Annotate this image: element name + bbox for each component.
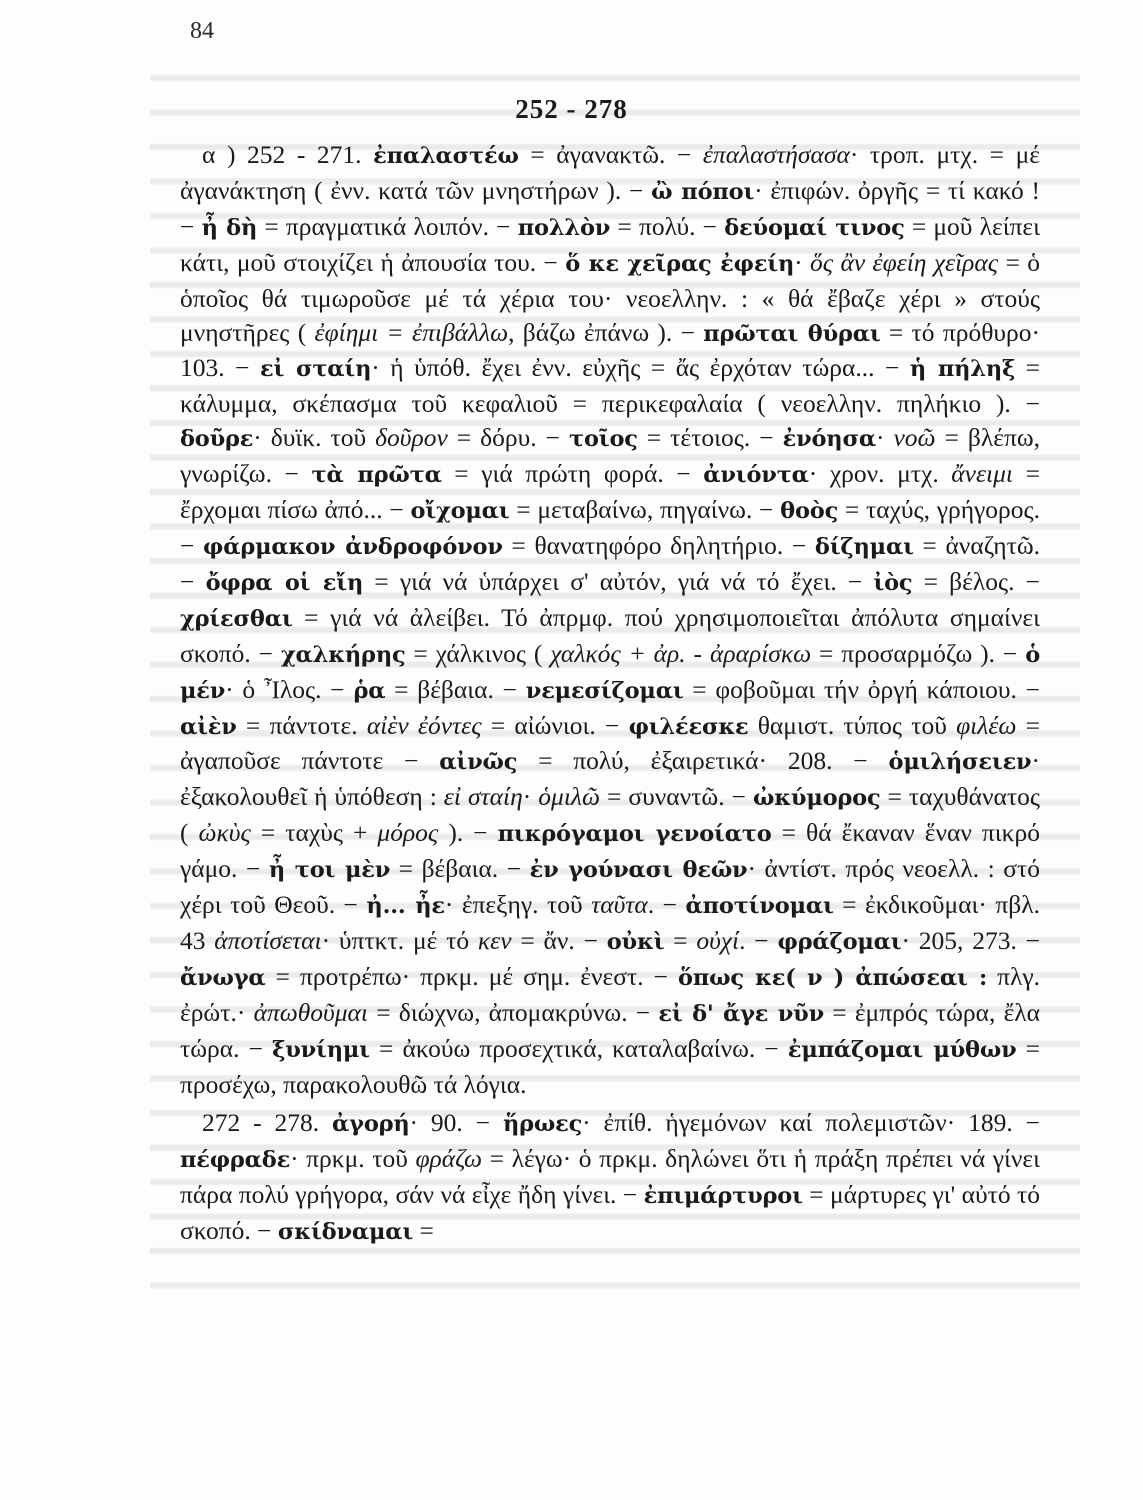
lemma-term: ὅπως κε( ν ) ἀπώσεαι :	[678, 964, 988, 991]
italic-form: χαλκός + ἀρ. - ἀραρίσκω	[550, 638, 812, 668]
gloss-text: = αἰώνιοι. −	[481, 710, 629, 740]
gloss-text: = πάντοτε.	[236, 710, 367, 740]
italic-form: δοῦρον	[375, 423, 448, 453]
lemma-term: ἐπαλαστέω	[373, 143, 519, 169]
gloss-text: = διώχνω, ἀπομακρύνω. −	[367, 997, 659, 1027]
lemma-term: ἐμπάζομαι μύθων	[787, 1036, 1017, 1063]
lemma-term: νεμεσίζομαι	[525, 677, 684, 704]
italic-form: αἰὲν ἐόντες	[366, 710, 482, 740]
gloss-text: = μοῦ λείπει κάτι, μοῦ στοιχίζει ἡ ἀπουσία του. −	[180, 211, 1040, 277]
lemma-term: ξυνίημι	[272, 1036, 370, 1063]
lemma-term: χαλκήρης	[280, 641, 406, 668]
lemma-term: πέφραδε	[180, 1147, 291, 1174]
gloss-text: = τό πρόθυρο· 103. −	[180, 317, 1041, 383]
gloss-text: = ἐκδικοῦμαι· πβλ. 43	[180, 890, 1040, 955]
lemma-term: ὄφρα οἱ εἴη	[205, 569, 364, 596]
lemma-term: εἰ δ' ἄγε νῦν	[658, 1000, 824, 1027]
italic-form: ἀπωθοῦμαι	[253, 997, 368, 1027]
lemma-term: ἦ τοι μὲν	[268, 857, 391, 884]
gloss-text: = δόρυ. −	[447, 423, 570, 453]
gloss-text: = μεταβαίνω, πηγαίνω. −	[509, 495, 781, 525]
lemma-term: ὠκύμορος	[753, 785, 881, 812]
gloss-text: = μάρτυρες γι' αὐτό τό σκοπό. −	[180, 1180, 1040, 1246]
italic-form: ὅς ἂν ἐφείη χεῖρας	[810, 247, 999, 277]
italic-form: οὐχί	[696, 925, 740, 955]
gloss-text: · ὁ Ἶλος. −	[225, 674, 354, 704]
gloss-text: = προτρέπω· πρκμ. μέ σημ. ἐνεστ. −	[265, 961, 679, 991]
lemma-term: ὁ μέν	[180, 641, 1040, 704]
lemma-term: αἰὲν	[180, 713, 237, 740]
lemma-term: οἴχομαι	[410, 498, 510, 525]
gloss-text: = γιά νά ὑπάρχει σ' αὐτόν, γιά νά τό ἔχει. −	[363, 566, 874, 596]
lemma-term: ἡ πήληξ	[909, 356, 1016, 383]
gloss-text: = ἀκούω προσεχτικά, καταλαβαίνω. −	[369, 1033, 788, 1063]
lemma-term: πολλὸν	[517, 214, 611, 241]
gloss-text: = ἀγαποῦσε πάντοτε −	[180, 710, 1040, 776]
gloss-text: · ἐξακολουθεῖ ἡ ὑπόθεση :	[180, 746, 1040, 812]
lemma-term: ῥα	[353, 677, 386, 704]
italic-form: ἐπαλαστήσασα	[702, 140, 850, 169]
gloss-text: = θά ἔκαναν ἕναν πικρό γάμο. −	[180, 818, 1040, 884]
gloss-text: = πραγματικά λοιπόν. −	[257, 211, 518, 241]
gloss-text: 272 - 278.	[202, 1108, 333, 1138]
lemma-term: ἄνωγα	[180, 964, 266, 991]
gloss-text: · τροπ. μτχ. = μέ ἀγανάκτηση ( ἐνν. κατά τῶν μνηστήρων ). −	[180, 140, 1040, 205]
gloss-text: = ἄν. −	[511, 925, 607, 955]
gloss-text: = ἀναζητῶ. −	[180, 530, 1041, 596]
italic-form: νοῶ	[893, 423, 936, 453]
lemma-term: δεύομαί τινος	[724, 214, 905, 241]
italic-form: ἀποτίσεται	[214, 925, 322, 955]
gloss-text: · ἐπεξηγ. τοῦ	[444, 890, 592, 920]
gloss-text: ·	[875, 423, 894, 453]
gloss-text: =	[413, 1216, 434, 1246]
gloss-text: = γιά πρώτη φορά. −	[441, 459, 704, 489]
lemma-term: ὅ κε χεῖρας ἐφείη	[565, 250, 795, 277]
italic-form: ὠκὺς	[198, 818, 251, 848]
gloss-text: · 90. −	[409, 1108, 503, 1138]
lemma-term: ἐνόησα	[782, 426, 876, 453]
gloss-text: = βλέπω, γνωρίζω. −	[180, 423, 1040, 489]
gloss-text: = φοβοῦμαι τήν ὀργή κάποιου. −	[683, 674, 1040, 704]
italic-form: κεν	[477, 925, 512, 955]
gloss-text: = λέγω· ὁ πρκμ. δηλώνει ὅτι ἡ πράξη πρέπει νά γίνει πάρα πολύ γρήγορα, σάν νά εἶχε ἤδη γίνει. −	[180, 1144, 1040, 1210]
gloss-text: · ἐπιφών. ὀργῆς = τί κακό ! −	[180, 175, 1040, 241]
gloss-text: = ἐμπρός τώρα, ἔλα τώρα. −	[180, 997, 1041, 1063]
gloss-text: = τέτοιος. −	[637, 423, 783, 453]
gloss-text: α ) 252 - 271.	[202, 140, 374, 169]
gloss-text: = πολύ. −	[610, 211, 725, 241]
lemma-term: τοῖος	[569, 426, 638, 453]
italic-form: εἰ σταίη	[443, 782, 523, 812]
lemma-term: δοῦρε	[180, 426, 254, 453]
lemma-term: σκίδναμαι	[277, 1219, 414, 1246]
section-header: 252 - 278	[515, 94, 628, 124]
commentary-paragraph	[180, 138, 1040, 1101]
gloss-text: = χάλκινος (	[405, 638, 551, 668]
gloss-text: = ὁ ὁποῖος θά τιμωροῦσε μέ τά χέρια του· νεοελλην. : « θά ἔβαζε χέρι » στούς μνηστῆρες (	[180, 247, 1040, 347]
italic-form: ταῦτα	[591, 890, 648, 920]
gloss-text: · πρκμ. τοῦ	[290, 1144, 416, 1174]
lemma-term: οὐκὶ	[606, 928, 665, 955]
lemma-term: ἀποτίνομαι	[685, 893, 834, 920]
gloss-text: . −	[647, 890, 686, 920]
lemma-term: ἐν γούνασι θεῶν	[529, 857, 748, 884]
lemma-term: αἰνῶς	[439, 749, 518, 776]
lemma-term: πικρόγαμοι γενοίατο	[497, 821, 772, 848]
gloss-text: πλγ. ἐρώτ.·	[180, 961, 1040, 1027]
italic-form: φιλέω	[956, 710, 1017, 740]
gloss-text: θαμιστ. τύπος τοῦ	[748, 710, 957, 740]
gloss-text: , βάζω ἐπάνω ). −	[508, 317, 704, 347]
lemma-term: ἠ... ἦε	[366, 893, 445, 920]
gloss-text: = βέβαια. −	[385, 674, 526, 704]
lemma-term: τὰ πρῶτα	[311, 462, 442, 489]
lemma-term: ἦ δὴ	[201, 214, 258, 241]
gloss-text: = ἀγανακτῶ. −	[518, 140, 703, 169]
lemma-term: ἀγορή	[332, 1111, 410, 1138]
gloss-text: ·	[794, 247, 810, 277]
italic-form: μόρος	[377, 818, 439, 848]
lemma-term: ἀνιόντα	[703, 462, 809, 489]
gloss-text: . −	[739, 925, 778, 955]
gloss-text: = ταχύς, γρήγορος. −	[180, 495, 1040, 560]
lemma-term: πρῶται θύραι	[703, 320, 881, 347]
italic-form: ἐφίημι = ἐπιβάλλω	[314, 317, 509, 347]
gloss-text: = πολύ, ἐξαιρετικά· 208. −	[517, 746, 889, 776]
gloss-text: = βέλος. −	[912, 566, 1041, 596]
gloss-text: =	[664, 925, 697, 955]
gloss-text: = προσαρμόζω ). −	[811, 638, 1026, 668]
gloss-text: · χρον. μτχ.	[808, 459, 952, 489]
lemma-term: ὁμιλήσειεν	[888, 749, 1032, 776]
lemma-term: δίζημαι	[814, 533, 914, 560]
lemma-term: φράζομαι	[777, 928, 902, 955]
gloss-text: · ὑπτκτ. μέ τό	[321, 925, 478, 955]
gloss-text: = συναντῶ. −	[599, 782, 754, 812]
gloss-text: = βέβαια. −	[390, 854, 530, 884]
gloss-text: = ἔρχομαι πίσω ἀπό... −	[180, 459, 1040, 525]
gloss-text: · δυϊκ. τοῦ	[253, 423, 376, 453]
commentary-paragraph	[180, 1106, 1040, 1250]
lemma-term: χρίεσθαι	[180, 605, 293, 632]
gloss-text: ). −	[438, 818, 498, 848]
lemma-term: ὢ πόποι	[651, 178, 755, 205]
lemma-term: ἰὸς	[873, 569, 913, 596]
gloss-text: = γιά νά ἀλείβει. Τό ἀπρμφ. πού χρησιμοποιεῖται ἀπόλυτα σημαίνει σκοπό. −	[180, 602, 1040, 668]
gloss-text: = προσέχω, παρακολουθῶ τά λόγια.	[180, 1033, 1040, 1099]
lemma-term: θοὸς	[780, 498, 839, 525]
commentary-body	[180, 138, 1040, 1250]
gloss-text: = ταχυθάνατος (	[180, 782, 1040, 848]
lemma-term: εἰ σταίη	[260, 356, 372, 383]
italic-form: φράζω	[415, 1144, 483, 1174]
italic-form: ἄνειμι	[951, 459, 1014, 489]
gloss-text: = ταχὺς +	[250, 818, 378, 848]
lemma-term: ἐπιμάρτυροι	[643, 1183, 803, 1210]
lemma-term: ἥρωες	[502, 1111, 583, 1138]
gloss-text: ·	[522, 782, 539, 812]
lemma-term: φάρμακον ἀνδροφόνον	[203, 533, 503, 560]
page-number: 84	[190, 18, 214, 44]
italic-form: ὁμιλῶ	[538, 782, 600, 812]
lemma-term: φιλέεσκε	[628, 713, 749, 740]
gloss-text: · 205, 273. −	[901, 925, 1040, 955]
gloss-text: = θανατηφόρο δηλητήριο. −	[502, 530, 815, 560]
gloss-text: · ἀντίστ. πρός νεοελλ. : στό χέρι τοῦ Θεοῦ. −	[180, 854, 1040, 920]
gloss-text: = κάλυμμα, σκέπασμα τοῦ κεφαλιοῦ = περικεφαλαία ( νεοελλην. πηλήκιο ). −	[180, 353, 1040, 419]
gloss-text: · ἐπίθ. ἡγεμόνων καί πολεμιστῶν· 189. −	[582, 1108, 1041, 1138]
gloss-text: · ἡ ὑπόθ. ἔχει ἐνν. εὐχῆς = ἄς ἐρχόταν τώρα... −	[371, 353, 910, 383]
